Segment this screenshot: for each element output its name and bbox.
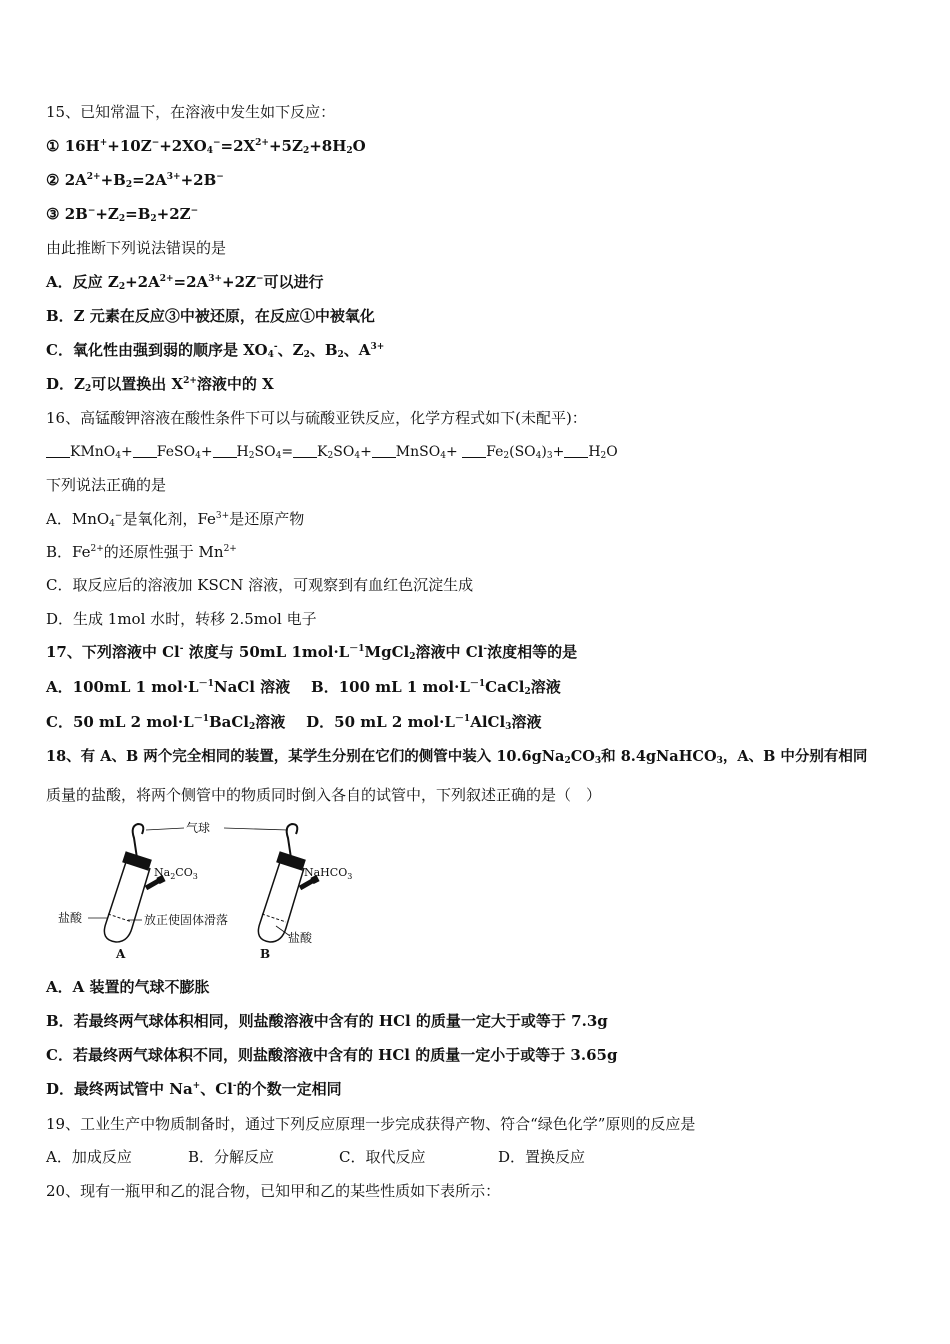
q19-option-c: C．取代反应 bbox=[339, 1148, 426, 1166]
q16-option-a: A．MnO$_4$−是氧化剂，$Fe^{3+}$是还原产物 bbox=[46, 510, 305, 529]
q16-option-c: C．取反应后的溶液加 KSCN 溶液，可观察到有血红色沉淀生成 bbox=[46, 576, 474, 594]
q15-stem: 15、已知常温下，在溶液中发生如下反应： bbox=[46, 103, 336, 121]
q15-ask: 由此推断下列说法错误的是 bbox=[46, 239, 227, 257]
hcl-label-right: 盐酸 bbox=[288, 931, 313, 945]
q15-reaction-2: ② $2A^{2+}+B_2=2A^{3+}+2B^-$ bbox=[46, 171, 224, 190]
nahco3-label: NaHCO$_3$ bbox=[304, 866, 353, 881]
q18-stem-line-1: 18、有 A、B 两个完全相同的装置，某学生分别在它们的侧管中装入 $10.6gNa_2CO_3$和 8.4gNaHCO$_3$，A、B 中分别有相同 bbox=[46, 748, 868, 766]
q18-option-d: D．最终两试管中 Na+、Cl-的个数一定相同 bbox=[46, 1080, 342, 1098]
q18-apparatus-figure bbox=[58, 818, 368, 966]
q17-option-b: B．100 mL 1 $mol\cdot L^{-1}CaCl_2$溶液 bbox=[311, 678, 561, 697]
label-a: A bbox=[116, 947, 126, 961]
q17-options-ab bbox=[46, 678, 561, 696]
q18-option-c: C．若最终两气球体积不同，则盐酸溶液中含有的 HCl 的质量一定小于或等于 3.65g bbox=[46, 1046, 618, 1064]
na2co3-label: $Na_2CO_3$ bbox=[154, 866, 198, 881]
q18-option-a: A．A 装置的气球不膨胀 bbox=[46, 978, 210, 996]
hcl-label-left: 盐酸 bbox=[58, 911, 83, 925]
q15-option-b: B．Z 元素在反应③中被还原，在反应①中被氧化 bbox=[46, 307, 375, 325]
q16-equation: KMnO$_4$+ FeSO$_4$+ $H_2SO_4= K_2SO_4+$ MnSO$_4$+ $Fe_2(SO_4)_3+ H_2O$ bbox=[46, 443, 618, 461]
q15-option-d: D．$Z_2$可以置换出 $X^{2+}$溶液中的 X bbox=[46, 375, 274, 394]
q17-option-d: D．50 mL 2 $mol\cdot L^{-1}AlCl_3$溶液 bbox=[306, 713, 542, 732]
q17-option-c: C．50 mL 2 $mol\cdot L^{-1}BaCl_2$溶液 bbox=[46, 713, 286, 732]
test-tube-b bbox=[258, 824, 318, 942]
q18-stem-line-2: 质量的盐酸，将两个侧管中的物质同时倒入各自的试管中，下列叙述正确的是（ ） bbox=[46, 786, 602, 804]
q19-option-a: A．加成反应 bbox=[46, 1148, 132, 1166]
balloon-label: 气球 bbox=[186, 821, 211, 835]
q17-option-a: A．100mL 1 $mol\cdot L^{-1}NaCl$ 溶液 bbox=[46, 678, 291, 696]
label-b: B bbox=[260, 947, 271, 961]
q19-option-d: D．置换反应 bbox=[498, 1148, 586, 1166]
q17-options-cd bbox=[46, 713, 541, 731]
q17-stem: 17、下列溶液中 Cl- 浓度与 50mL $1mol\cdot L^{-1}MgCl_2$溶液中 Cl-浓度相等的是 bbox=[46, 643, 578, 662]
note-label: 放正使固体滑落 bbox=[144, 913, 229, 927]
q16-ask: 下列说法正确的是 bbox=[46, 476, 167, 494]
q15-option-a: A．反应 $Z_2+2A^{2+}=2A^{3+}+2Z^-$可以进行 bbox=[46, 273, 324, 292]
q15-reaction-3: ③ $2B^-+Z_2=B_2+2Z^-$ bbox=[46, 205, 199, 224]
q19-stem: 19、工业生产中物质制备时，通过下列反应原理一步完成获得产物、符合“绿色化学”原则的反应是 bbox=[46, 1115, 696, 1133]
q20-stem: 20、现有一瓶甲和乙的混合物，已知甲和乙的某些性质如下表所示： bbox=[46, 1182, 501, 1200]
q19-options bbox=[46, 1148, 585, 1166]
apparatus-diagram bbox=[58, 818, 368, 966]
q16-option-b: B．$Fe^{2+}$的还原性强于 $Mn^{2+}$ bbox=[46, 543, 237, 561]
q16-option-d: D．生成 1mol 水时，转移 2.5mol 电子 bbox=[46, 610, 317, 628]
q16-stem: 16、高锰酸钾溶液在酸性条件下可以与硫酸亚铁反应，化学方程式如下(未配平)： bbox=[46, 409, 587, 427]
q15-option-c: C．氧化性由强到弱的顺序是 $XO_4^-$、$Z_2$、$B_2$、$A^{3+}$ bbox=[46, 341, 385, 360]
q19-option-b: B．分解反应 bbox=[188, 1148, 275, 1166]
q18-option-b: B．若最终两气球体积相同，则盐酸溶液中含有的 HCl 的质量一定大于或等于 7.3g bbox=[46, 1012, 608, 1030]
q15-reaction-1: ① $16H^++10Z^-+2XO_4^-=2X^{2+}+5Z_2+8H_2O$ bbox=[46, 137, 366, 156]
